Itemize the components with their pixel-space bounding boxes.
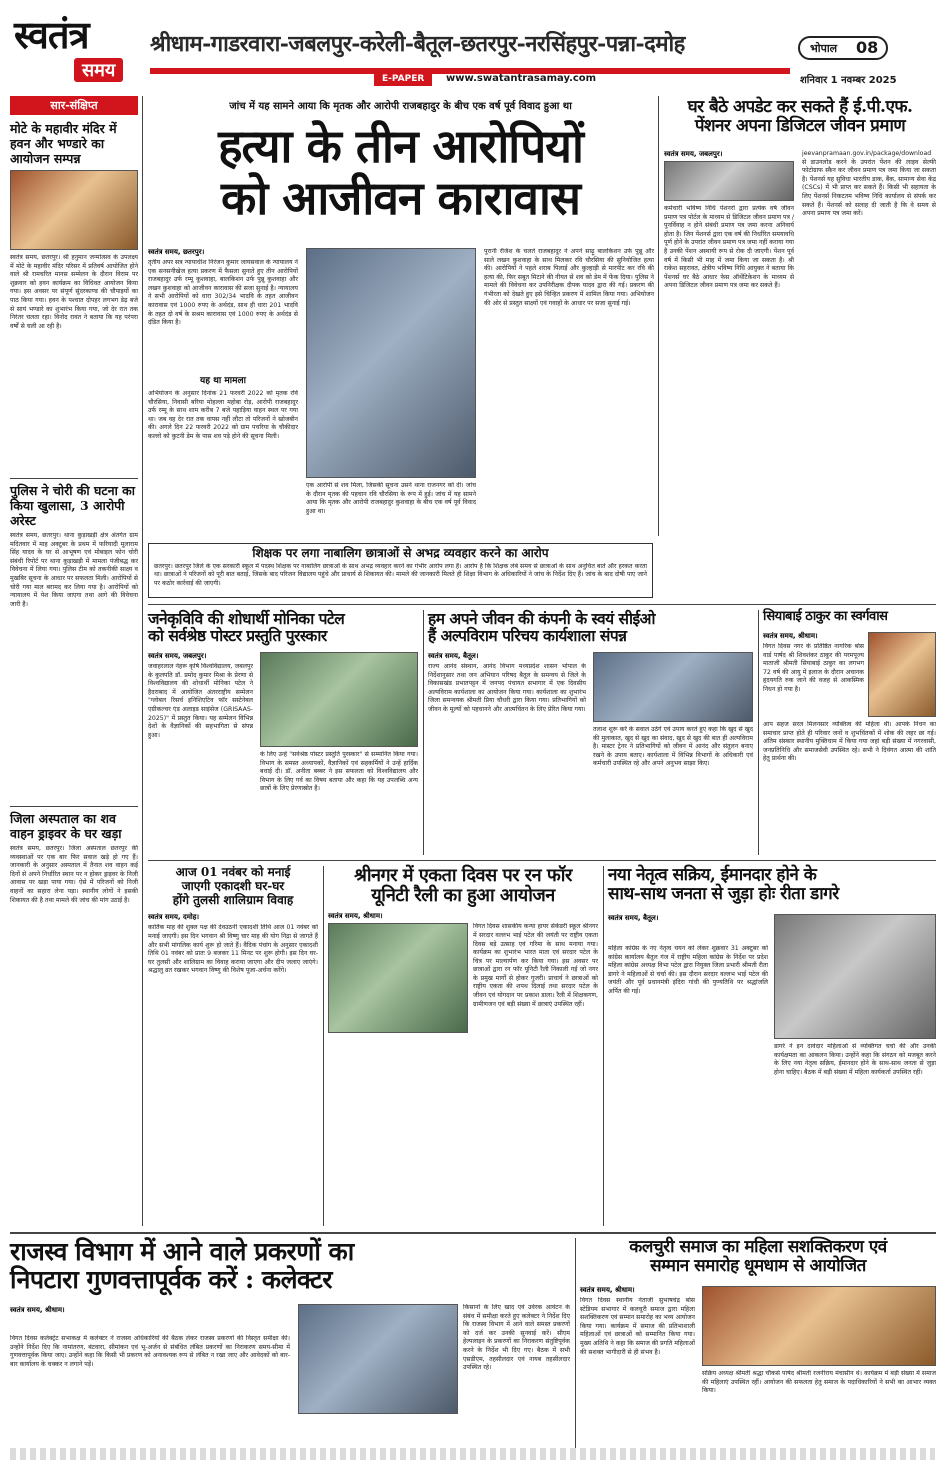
epf-headline-line2: पेंशनर अपना डिजिटल जीवन प्रमाण [694,116,906,137]
kalchuri-photo [702,1286,936,1366]
monika-body-2: के लिए उन्हें "सर्वश्रेष्ठ पोस्टर प्रस्तुति पुरस्कार" से सम्मानित किया गया। विभाग के समस्त अध्यापकों, वैज्ञानिकों एवं सहकर्मियों ने उन्हें हार्दिक बधाई दी। डॉ. अनीता बब्बर ने इस सफलता को विश्वविद्यालय और विभाग के लिए गर्व का विषय बताया और कहा कि यह उपलब्धि अन्य छात्रों के लिए प्रेरणास्रोत है। [260,751,418,793]
masthead [0,0,945,90]
cities-list: श्रीधाम-गाडरवारा-जबलपुर-करेली-बैतूल-छतरपुर-नरसिंहपुर-पन्ना-दमोह [150,31,685,57]
rita-byline: स्वतंत्र समय, बैतूल। [608,914,659,922]
column-rule [323,866,324,1226]
logo-main-text: स्वतंत्र [14,12,89,57]
lead-caption: एक आरोपी से शव मिला, जिसकी सूचना उसने थाना राजनगर को दी। जांच के दौरान मृतक की पहचान रवि चौरसिया के रूप में हुई। जांच में यह सामने आया कि मृतक और आरोपी राजबहादुर कुशवाहा के बीच एक वर्ष पूर्व विवाद हुआ था। [306,482,476,515]
ekadashi-byline: स्वतंत्र समय, दमोह। [148,913,200,922]
rita-body-2: डागरे ने इन दावेदार महिलाओं से व्यक्तिगत चर्चा की और उनकी कार्यक्षमता का आकलन किया। उन्होंने कहा कि संगठन को मजबूत करने के लिए नया नेतृत्व सक्रिय, ईमानदार होने के साथ-साथ जनता से जुड़ा होना चाहिए। बैठक में बड़ी संख्या में महिला कार्यकर्ता उपस्थित रहीं। [774,1043,936,1076]
lead-headline-line2: को आजीवन कारावास [221,171,580,226]
column-rule [603,866,604,1226]
brief-3-headline: जिला अस्पताल का शव वाहन ड्राइवर के घर खड़ा [10,811,122,841]
workshop-headline-line2: हैं अल्पविराम परिचय कार्यशाला संपन्न [428,626,627,646]
registration-marks [10,1448,935,1460]
obituary-byline: स्वतंत्र समय, श्रीधाम। [763,632,818,640]
unity-story [328,866,598,1226]
lead-col-1 [148,248,298,528]
site-url-link[interactable]: www.swatantrasamay.com [446,73,597,84]
monika-story [148,610,418,855]
unity-photo [328,923,468,1033]
rita-col-2 [774,914,936,1224]
epf-body: कर्मचारी भविष्य निधि पेंशनरों द्वारा प्रत्येक वर्ष जीवन प्रमाण पत्र पोर्टल के माध्यम से डिजिटल जीवन प्रमाण पत्र / पुनर्विवाह न होने संबंधी प्रमाण पत्र जमा करना अनिवार्य होता है। जिन पेंशनर्स द्वारा एक वर्ष की निर्धारित समयावधि पूर्ण होने के उपरांत जीवन प्रमाण पत्र जमा नहीं कराया गया है उनकी पेंशन अस्थायी रूप से रोक दी जाएगी। पेंशन पूर्व वर्ष में किसी भी माह में जमा किया जा सकता है। श्री राकेश सहरावत, क्षेत्रीय भविष्य निधि आयुक्त ने बताया कि पेंशनर्स घर बैठे आधार फेस ऑथेंटिकेशन के माध्यम से अपना डिजिटल जीवन प्रमाण पत्र जमा कर सकते हैं। [664,205,794,290]
monika-byline: स्वतंत्र समय, जबलपुर। [148,652,207,660]
rita-col-1 [608,914,768,1224]
lead-subhead: यह था मामला [200,376,246,386]
obituary-photo [868,632,936,717]
brief-1-body: स्वतंत्र समय, छतरपुर। श्री हनुमान जन्मोत्सव के उपलक्ष्य में मोटे के महावीर मंदिर परिसर में प्रतिवर्ष आयोजित होने वाले श्री रामचरित मानस सम्मेलन के दौरान विराम पर शुक्रवार को हवन कार्यक्रम का विधिवत आयोजन किया गया। इस अवसर पर संपूर्ण सुंदरकाण्ड की चौपाइयों का पाठ किया गया। हवन के पश्चात दोपहर लगभग डेढ़ बजे से सायं भण्डारे का शुभारंभ किया गया, जो देर रात तक निरंतर चलता रहा। विनोद रावत ने बताया कि यह परंपरा वर्षों से चली आ रही है। [10,254,138,330]
divider [10,478,138,479]
brief-3-body: स्वतंत्र समय, छतरपुर। जिला अस्पताल छतरपुर की व्यवस्थाओं पर एक बार फिर सवाल खड़े हो गए हैं। जानकारी के अनुसार अस्पताल में तैनात शव वाहन कई दिनों से अपने निर्धारित स्थान पर न होकर ड्राइवर के निजी आवास पर खड़ा पाया गया। ऐसे में परिजनों को निजी वाहनों का सहारा लेना पड़ा। स्थानीय लोगों ने इसकी शिकायत की है तथा मामले की जांच की मांग उठाई है। [10,845,138,904]
workshop-col-1 [428,652,586,852]
lead-body-2: अभियोजन के अनुसार दिनांक 21 फरवरी 2022 को मृतक रवि चौरसिया, निवासी बरिया मोहल्ला महोबा रोड़, आरोपी राजबहादुर उर्फ रम्मू के साथ शाम करीब 7 बजे पहाड़िया वाहन स्थल पर गया था। जब वह देर रात तक वापस नहीं लौटा तो परिजनों ने खोजबीन की। अगले दिन 22 फरवरी 2022 को ग्राम पचरिया के चौकीदार कल्लो को कुटनी डेम के पास शव पड़े होने की सूचना मिली। [148,390,298,440]
revenue-photo [298,1304,458,1414]
lead-col-3 [484,248,654,528]
monika-col-1 [148,652,253,852]
revenue-body: विगत दिवस कलेक्ट्रेट सभाकक्ष में कलेक्टर ने राजस्व अधिकारियों की बैठक लेकर राजस्व प्रकरणों की विस्तृत समीक्षा की। उन्होंने निर्देश दिए कि नामांतरण, बंटवारा, सीमांकन एवं भू-अर्जन से संबंधित लंबित प्रकरणों का निराकरण समय-सीमा में गुणवत्तापूर्वक किया जाए। उन्होंने कहा कि किसी भी प्रकरण को अनावश्यक रूप से लंबित न रखा जाए और आवेदकों को बार-बार कार्यालय के चक्कर न लगाने पड़ें। [10,1335,290,1368]
obituary-story [763,610,936,855]
ekadashi-story [148,866,318,1226]
monika-body: जवाहरलाल नेहरू कृषि विश्वविद्यालय, जबलपुर के कुलपति डॉ. प्रमोद कुमार मिश्रा के प्रेरणा से विश्वविद्यालय की शोधार्थी मोनिका पटेल ने हैदराबाद में आयोजित अंतरराष्ट्रीय सम्मेलन "ग्लोबल रिसर्च इनिशिएटिव फॉर सस्टेनेबल एग्रीकल्चर एंड अलाइड साइंसेज (GRISAAS-2025)" में प्रस्तुत किया। यह सम्मेलन विभिन्न देशों के वैज्ञानिकों की सहभागिता से संपन्न हुआ। [148,663,253,739]
unity-byline: स्वतंत्र समय, श्रीधाम। [328,912,383,921]
workshop-story [428,610,753,855]
column-rule [658,96,659,536]
obituary-body-2: आप सहज सरल मिलनसार व्यक्तित्व की महिला थी। आपके निधन का समाचार प्राप्त होते ही परिवार जनों व शुभचिंतकों में शोक की लहर छा गई। अंतिम संस्कार स्थानीय मुक्तिधाम में किया गया जहां बड़ी संख्या में नगरवासी, जनप्रतिनिधि और समाजसेवी उपस्थित रहे। सभी ने दिवंगत आत्मा की शांति हेतु प्रार्थना की। [763,721,936,763]
divider [10,806,138,807]
workshop-col-2 [593,652,753,852]
workshop-byline: स्वतंत्र समय, बैतूल। [428,652,479,660]
brief-1-headline: मोटे के महावीर मंदिर में हवन और भण्डारे का आयोजन सम्पन्न [10,121,117,166]
row-rule [10,1232,936,1234]
unity-headline-line2: यूनिटी रैली का हुआ आयोजन [371,885,555,907]
column-rule [423,610,424,855]
teacher-body: छतरपुर। छतरपुर जिले के एक सरकारी स्कूल में पदस्थ शिक्षक पर नाबालिग छात्राओं के साथ अभद्र व्यवहार करने का गंभीर आरोप लगा है। आरोप है कि शिक्षक लंबे समय से छात्राओं के साथ अनुचित बातें और हरकत करता था। छात्राओं ने परिजनों को पूरी बात बताई, जिसके बाद परिजन विद्यालय पहुंचे और प्राचार्य से शिकायत की। मामले की जानकारी मिलते ही शिक्षा विभाग के अधिकारियों ने जांच के निर्देश दिए हैं। जांच के बाद दोषी पाए जाने पर कठोर कार्रवाई की जाएगी। [154,562,647,587]
revenue-col-2 [298,1238,570,1458]
lead-photo-accused [306,248,476,478]
kalchuri-col-1 [580,1286,695,1446]
newspaper-logo [14,8,138,88]
cities-bar [150,28,790,68]
kalchuri-headline-line2: सम्मान समारोह धूमधाम से आयोजित [650,1256,866,1277]
revenue-byline: स्वतंत्र समय, श्रीधाम। [10,1306,65,1314]
unity-headline-line1: श्रीनगर में एकता दिवस पर रन फॉर [354,865,572,886]
workshop-body: राज्य आनंद संस्थान, आनंद विभाग मध्यप्रदेश शासन भोपाल के निर्देशानुसार तथा जन अभियान परिषद बैतूल के समन्वय से जिले के विकासखंड प्रभातपट्टन में जनपद पंचायत सभागार में एक दिवसीय अल्पविराम कार्यशाला का आयोजन किया गया। कार्यशाला का शुभारंभ जिला समन्वयक श्रीमती प्रिया चौधरी द्वारा किया गया। प्रतिभागियों को जीवन के मूल्यों को पहचानने और आत्मचिंतन के लिए प्रेरित किया गया। [428,663,586,713]
ekadashi-headline-line1: आज 01 नवंबर को मनाई [175,865,291,879]
revenue-story [10,1238,570,1460]
rita-headline-line2: साथ-साथ जनता से जुड़ा होः रीता डागरे [608,884,839,905]
epf-story [664,98,936,538]
page-number: 08 [856,38,879,57]
issue-date: शनिवार 1 नवम्बर 2025 [800,75,897,86]
monika-photo [260,652,418,747]
unity-body: विगत दिवस शासकीय कन्या हायर सेकेंडरी स्कूल श्रीनगर में सरदार वल्लभ भाई पटेल की जयंती पर राष्ट्रीय एकता दिवस बड़े उत्साह एवं गरिमा के साथ मनाया गया। कार्यक्रम का शुभारंभ भारत माता एवं सरदार पटेल के चित्र पर माल्यार्पण कर किया गया। इस अवसर पर छात्राओं द्वारा रन फॉर यूनिटी रैली निकाली गई जो नगर के प्रमुख मार्गों से होकर गुजरी। प्राचार्य ने छात्राओं को राष्ट्रीय एकता की शपथ दिलाई तथा सरदार पटेल के जीवन एवं योगदान पर प्रकाश डाला। रैली में शिक्षकगण, ग्रामीणजन एवं बड़ी संख्या में छात्राएं उपस्थित रहीं। [473,923,598,1008]
epf-byline: स्वतंत्र समय, जबलपुर। [664,150,723,158]
rita-body: महिला कांग्रेस के नए नेतृत्व चयन को लेकर शुक्रवार 31 अक्टूबर को कांग्रेस कार्यालय बैतूल गंज में राष्ट्रीय महिला कांग्रेस के निर्देश पर प्रदेश महिला कांग्रेस अध्यक्ष विभा पटेल द्वारा नियुक्त जिला प्रभारी श्रीमती रीता डागरे ने महिलाओं से चर्चा की। इस दौरान सरदार वल्लभ भाई पटेल की जयंती और पूर्व प्रधानमंत्री इंदिरा गांधी की पुण्यतिथि पर श्रद्धांजलि अर्पित की गई। [608,945,768,995]
workshop-body-2: तलाश शुरू करें के सवाल उठेंगे एवं उपाय करते हुए कहा कि खुद से खुद की मुलाकात, खुद से खुद का संवाद, खुद से खुद की बात ही अल्पविराम है। मास्टर ट्रेनर ने प्रतिभागियों को जीवन में आनंद और संतुलन बनाए रखने के उपाय बताए। कार्यशाला में विभिन्न विभागों के अधिकारी एवं कर्मचारी उपस्थित रहे और अपने अनुभव साझा किए। [593,726,753,768]
brief-2-headline: पुलिस ने चोरी की घटना का किया खुलासा, 3 आरोपी अरेस्ट [10,483,136,528]
rita-story [608,866,936,1226]
obituary-body: विगत दिवस नगर के प्रतिष्ठित नागरिक बोस वार्ड पार्षद श्री शिवशंकर ठाकुर की परमपूज्य माताजी श्रीमती सियाबाई ठाकुर का लगभग 72 वर्ष की आयु में इलाज के दौरान अचानक हृदयगति रुक जाने की वजह से आकस्मिक निधन हो गया है। [763,643,864,693]
revenue-body-2: किसानों के लिए खाद एवं उर्वरक आवंटन के संबंध में समीक्षा करते हुए कलेक्टर ने निर्देश दिए कि राजस्व विभाग में आने वाले समस्त प्रकरणों को दर्ज कर उनकी सुनवाई करें। सीएम हेल्पलाइन के प्रकरणों का निराकरण संतुष्टिपूर्वक करने के निर्देश भी दिए गए। बैठक में सभी एसडीएम, तहसीलदार एवं नायब तहसीलदार उपस्थित रहे। [463,1304,570,1372]
revenue-headline-line1: राजस्व विभाग में आने वाले प्रकरणों का [10,1237,354,1266]
kalchuri-byline: स्वतंत्र समय, श्रीधाम। [580,1286,635,1294]
column-rule [142,96,143,1226]
lead-body: तृतीय अपर सत्र न्यायाधीश निरंजन कुमार जायसवाल के न्यायालय ने एक सनसनीखेज हत्या प्रकरण में फैसला सुनाते हुए तीन आरोपियों राजबहादुर उर्फ रम्मू कुशवाहा, बालकिशन उर्फ पुन्नू कुशवाहा और लखन कुशवाहा को आजीवन कारावास की सजा सुनाई है। न्यायालय ने सभी आरोपियों को धारा 302/34 भादवि के तहत आजीवन कारावास एवं 1000 रुपए के अर्थदंड, साथ ही धारा 201 भादवि के तहत दो वर्ष के सश्रम कारावास एवं 1000 रुपए के अर्थदंड से दंडित किया है। [148,259,298,327]
workshop-photo [593,652,753,722]
epf-headline-line1: घर बैठे अपडेट कर सकते हैं ई.पी.एफ. [687,97,913,117]
ekadashi-headline-line2: जाएगी एकादशी घर-घर [181,878,285,893]
epf-body-right: jeevanpramaan.gov.in/package/download से डाउनलोड करने के उपरांत पेंशन की लाइव सेल्फी फोटोग्राफ स्कैन कर जीवन प्रमाण पत्र जमा किया जा सकता है। पेंशनर्स यह सुविधा भारतीय डाक, बैंक, सामान्य सेवा केंद्र (CSCs) में भी प्राप्त कर सकते हैं। किसी भी सहायता के लिए पेंशनर्स निकटतम भविष्य निधि कार्यालय से संपर्क कर सकते हैं। पेंशनर्स को सलाह दी जाती है कि वे समय से अपना प्रमाण पत्र जमा करें। [802,150,936,218]
edition-badge [798,36,888,60]
revenue-col-1 [10,1306,290,1458]
epaper-label: E-PAPER [374,72,432,86]
rita-headline-line1: नया नेतृत्व सक्रिय, ईमानदार होने के [608,865,817,885]
column-rule [575,1238,576,1448]
kalchuri-headline-line1: कलचुरी समाज का महिला सशक्तिकरण एवं [629,1237,887,1257]
edition-city: भोपाल [810,42,838,55]
briefs-section-title: सार-संक्षिप्त [10,96,138,115]
epf-photo [664,161,794,201]
row-rule [148,860,936,861]
teacher-story-box [148,543,653,598]
obituary-body-wrap [763,632,936,852]
obituary-headline: सियाबाई ठाकुर का स्वर्गवास [763,609,888,624]
kalchuri-body: विगत दिवस स्थानीय नेताजी सुभाषचंद्र बोस स्टेडियम सभागार में कलचुरी समाज द्वारा महिला सशक्तिकरण एवं सम्मान समारोह का भव्य आयोजन किया गया। कार्यक्रम में समाज की प्रतिभाशाली महिलाओं एवं छात्राओं को सम्मानित किया गया। मुख्य अतिथि ने कहा कि समाज की प्रगति महिलाओं की सशक्त भागीदारी से ही संभव है। [580,1297,695,1356]
lead-headline-line1: हत्या के तीन आरोपियों [218,119,583,173]
kalchuri-story [580,1238,936,1448]
rita-photo [774,914,936,1039]
lead-story [148,98,653,538]
lead-body-3: पुरानी रंजिश के चलते राजबहादुर ने अपने साढ़ू बालकिशन उर्फ पुन्नू और साले लखन कुशवाहा के साथ मिलकर रवि चौरसिया की सुनियोजित हत्या की। आरोपियों ने पहले शराब पिलाई और कुल्हाड़ी से मारपीट कर रवि की हत्या की, फिर सबूत मिटाने की नीयत से शव को डेम में फेंक दिया। पुलिस ने मामले की विवेचना कर उपनिरीक्षक दीपक यादव द्वारा की गई। प्रकरण की गंभीरता को देखते हुए इसे चिन्हित प्रकरण में शामिल किया गया। अभियोजन की ओर से प्रस्तुत साक्ष्यों एवं गवाहों के आधार पर सजा सुनाई गई। [484,248,654,307]
column-rule [758,610,759,855]
logo-sub-text: समय [74,58,123,82]
workshop-headline-line1: हम अपने जीवन की कंपनी के स्वयं सीईओ [428,609,656,628]
kalchuri-body-2: सक्रिय अध्यक्ष श्रीमती श्रद्धा चौकसे पार्षद श्रीमती रजनीराय मंचासीन थे। कार्यक्रम में बड़ी संख्या में समाज की महिलाएं उपस्थित रहीं। आयोजन की सफलता हेतु समाज के पदाधिकारियों ने सभी का आभार व्यक्त किया। [702,1370,936,1395]
ekadashi-headline-line3: होंगे तुलसी शालिग्राम विवाह [172,892,294,907]
ekadashi-body: कार्तिक माह की शुक्ल पक्ष की देवउठनी एकादशी तिथि आज 01 नवंबर को मनाई जाएगी। इस दिन भगवान श्री विष्णु चार माह की योग निद्रा से जागते हैं और सभी मांगलिक कार्य शुरू हो जाते हैं। वैदिक पंचांग के अनुसार एकादशी तिथि 01 नवंबर को प्रातः 9 बजकर 11 मिनट पर शुरू होगी। इस दिन घर-घर तुलसी और शालिग्राम का विवाह कराया जाएगा और दीप जलाए जाएंगे। श्रद्धालु व्रत रखकर भगवान विष्णु की विशेष पूजा-अर्चना करेंगे। [148,924,318,975]
lead-byline: स्वतंत्र समय, छतरपुर। [148,248,205,256]
brief-2-body: स्वतंत्र समय, छतरपुर। थाना कुड़ाखड़ी क्षेत्र अंतर्गत ग्राम मदितवार में माह अक्टूबर के प्रथम में फरियादी मूलाराम सिंह यादव के घर से आभूषण एवं मोबाइल फोन चोरी संबंधी रिपोर्ट पर थाना कुड़ाखड़ी में मामला पंजीबद्ध कर विवेचना में लिया गया। पुलिस टीम को तकनीकी साक्ष्य व मुखबिर सूचना के आधार पर सफलता मिली। आरोपियों से चोरी गया माल बरामद कर लिया गया है। आरोपियों को न्यायालय में पेश किया जाएगा तथा आगे की विवेचना जारी है। [10,532,138,608]
monika-col-2 [260,652,418,852]
epf-col-2 [802,150,936,530]
monika-headline-line1: जनेकृविवि की शोधार्थी मोनिका पटेल [148,609,345,628]
kalchuri-col-2 [702,1286,936,1446]
left-column-briefs [10,96,138,1226]
brief-1-photo [10,170,138,250]
teacher-headline: शिक्षक पर लगा नाबालिग छात्राओं से अभद्र व्यवहार करने का आरोप [252,546,549,560]
row-rule [148,604,936,605]
epf-col-1 [664,150,794,530]
lead-kicker: जांच में यह सामने आया कि मृतक और आरोपी राजबहादुर के बीच एक वर्ष पूर्व विवाद हुआ था [229,101,572,112]
revenue-headline-line2: निपटारा गुणवत्तापूर्वक करें : कलेक्टर [10,1265,332,1294]
monika-headline-line2: को सर्वश्रेष्ठ पोस्टर प्रस्तुति पुरस्कार [148,626,327,646]
lead-col-2 [306,248,476,528]
